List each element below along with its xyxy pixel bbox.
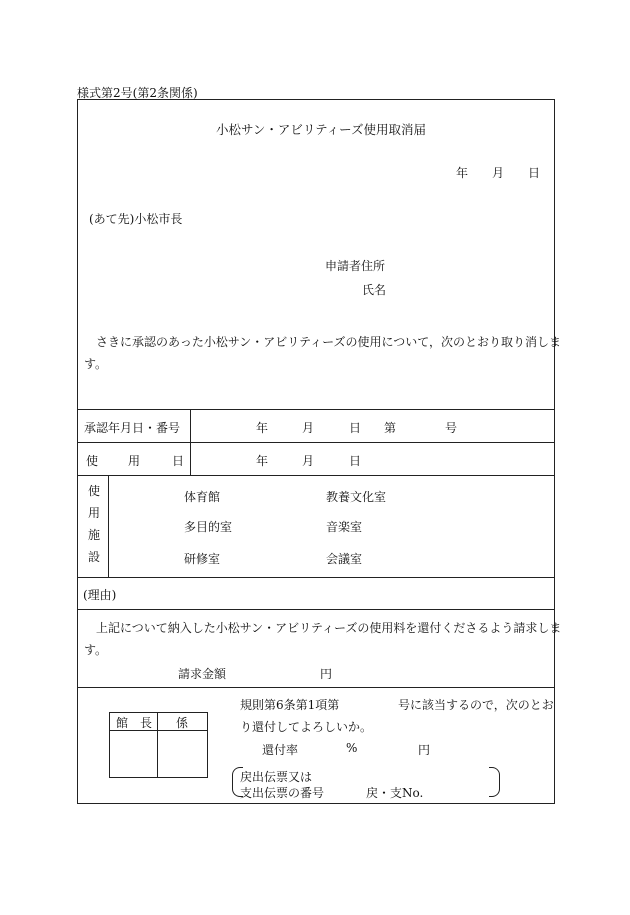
addressee: (あて先)小松市長 [89, 212, 183, 226]
approval-no-prefix: 第 [384, 421, 397, 435]
refund-request-line1: 上記について納入した小松サン・アビリティーズの使用料を還付くださるよう請求しま [96, 621, 562, 635]
usage-date-label-3: 日 [172, 454, 185, 468]
label-column-divider [190, 409, 191, 475]
form-number: 様式第2号(第2条関係) [77, 86, 198, 100]
refund-rate-percent: % [346, 741, 358, 755]
divider-approval-top [77, 409, 555, 410]
facilities-label-char: 設 [87, 550, 100, 564]
approval-no-suffix: 号 [445, 421, 458, 435]
facility-music-room: 音楽室 [326, 520, 363, 534]
facility-label-divider [108, 475, 109, 577]
submission-day: 日 [528, 166, 541, 180]
applicant-name-label: 氏名 [362, 283, 387, 297]
usage-date-label-1: 使 [86, 454, 99, 468]
submission-month: 月 [492, 166, 505, 180]
approval-year: 年 [256, 421, 269, 435]
reason-label: (理由) [83, 588, 117, 602]
usage-month: 月 [302, 454, 315, 468]
approval-day: 日 [349, 421, 362, 435]
rule-text-line1a: 規則第6条第1項第 [240, 698, 340, 712]
facilities-label-char: 用 [87, 506, 100, 520]
facility-training-room: 研修室 [184, 552, 221, 566]
stamp-box-column-line [157, 712, 158, 778]
slip-bracket-right [489, 767, 500, 797]
requested-amount-yen: 円 [320, 667, 333, 681]
facilities-label-char: 施 [87, 528, 100, 542]
rule-text-line2: り還付してよろしいか。 [240, 720, 373, 734]
facility-meeting-room: 会議室 [326, 552, 363, 566]
requested-amount-label: 請求金額 [178, 667, 227, 681]
slip-number-label: 戻・支No. [366, 786, 424, 800]
slip-label-line1: 戻出伝票又は [240, 770, 313, 784]
divider-office-top [77, 687, 555, 688]
usage-day: 日 [349, 454, 362, 468]
refund-request-line2: す。 [84, 643, 108, 657]
divider-refund-top [77, 609, 555, 610]
applicant-address-label: 申請者住所 [325, 259, 386, 273]
divider-usage-date-top [77, 442, 555, 443]
form-title: 小松サン・アビリティーズ使用取消届 [216, 122, 427, 137]
staff-header: 係 [176, 716, 189, 730]
cancellation-text-line2: す。 [84, 357, 108, 371]
director-header: 館 長 [116, 716, 153, 730]
divider-reason-top [77, 577, 555, 578]
refund-rate-label: 還付率 [262, 743, 299, 757]
slip-label-line2: 支出伝票の番号 [240, 786, 325, 800]
approval-month: 月 [302, 421, 315, 435]
submission-year: 年 [456, 166, 469, 180]
facilities-label [87, 480, 101, 568]
facilities-label-char: 使 [87, 484, 100, 498]
refund-yen: 円 [418, 743, 431, 757]
usage-date-label-2: 用 [128, 454, 141, 468]
usage-year: 年 [256, 454, 269, 468]
facility-culture-room: 教養文化室 [326, 490, 387, 504]
cancellation-text-line1: さきに承認のあった小松サン・アビリティーズの使用について，次のとおり取り消しま [96, 335, 562, 349]
facility-gymnasium: 体育館 [184, 490, 221, 504]
divider-facilities-top [77, 475, 555, 476]
rule-text-line1b: 号に該当するので，次のとお [398, 698, 554, 712]
approval-label: 承認年月日・番号 [84, 421, 181, 435]
facility-multipurpose-room: 多目的室 [184, 520, 233, 534]
